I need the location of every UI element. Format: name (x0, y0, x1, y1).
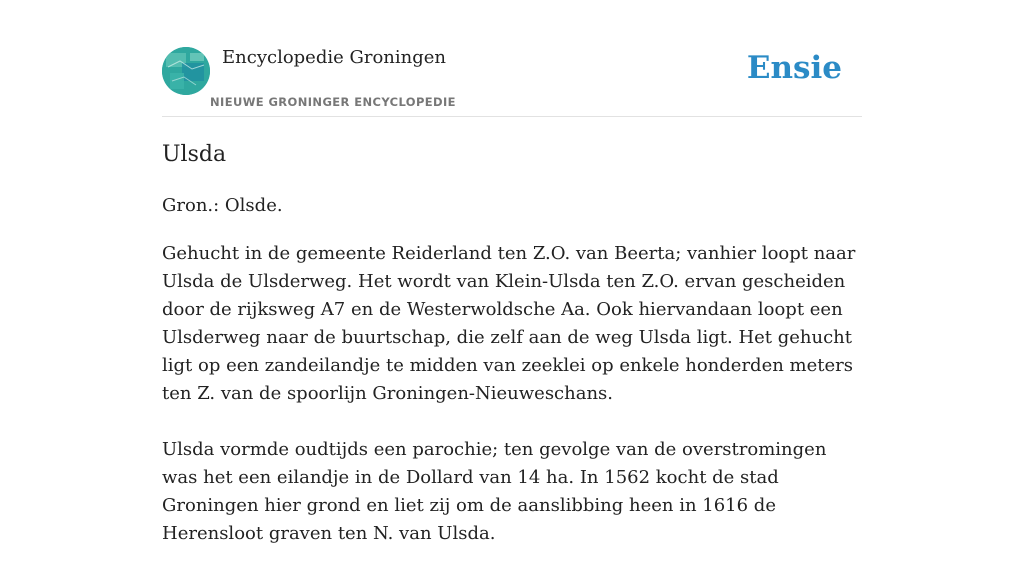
article-paragraph: Gehucht in de gemeente Reiderland ten Z.O. van Beerta; vanhier loopt naar Ulsda de Ulsderweg. Het wordt van Klein-Ulsda ten Z.O. ervan gescheiden door de rijksweg A7 en de Westerwoldsche Aa. Ook hiervandaan loopt een Ulsderweg naar de buurtschap, die zelf aan de weg Ulsda ligt. Het gehucht ligt op een zandeilandje te midden van zeeklei op enkele honderden meters ten Z. van de spoorlijn Groningen-Nieuweschans. (162, 243, 856, 404)
ensie-brand-logo[interactable]: Ensie (746, 50, 842, 86)
article-paragraph: Ulsda vormde oudtijds een parochie; ten gevolge van de overstromingen was het een eilandje in de Dollard van 14 ha. In 1562 kocht de stad Groningen hier grond en liet zij om de aanslibbing heen in 1616 de Herensloot graven ten N. van Ulsda. (162, 439, 827, 544)
article-subtitle: Gron.: Olsde. (162, 195, 283, 216)
article (162, 140, 862, 544)
site-logo[interactable] (162, 47, 210, 95)
site-subtitle: NIEUWE GRONINGER ENCYCLOPEDIE (210, 95, 456, 109)
logo-map-icon (162, 47, 210, 95)
article-title: Ulsda (162, 142, 227, 167)
article-body (162, 240, 862, 576)
site-header (162, 0, 862, 117)
site-title[interactable]: Encyclopedie Groningen (222, 47, 447, 68)
